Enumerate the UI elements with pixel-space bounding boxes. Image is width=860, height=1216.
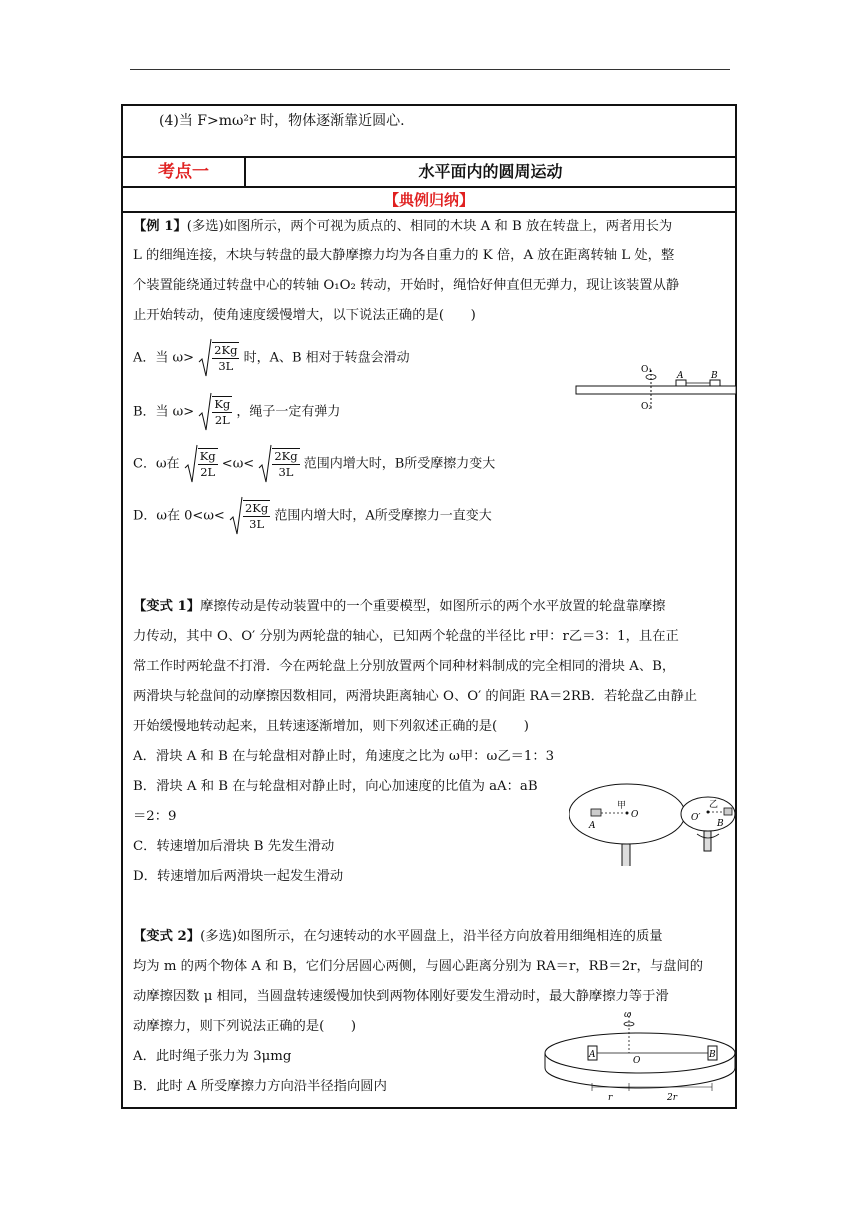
examples-header: 【典例归纳】: [383, 191, 474, 209]
v2-line-1: 【变式 2】(多选)如图所示，在匀速转动的水平圆盘上，沿半径方向放着用细绳相连的质量: [133, 929, 663, 944]
section-tag: 考点一: [123, 158, 246, 186]
v1-line-3: 常工作时两轮盘不打滑．今在两轮盘上分别放置两个同种材料制成的完全相同的滑块 A、B，: [133, 659, 676, 674]
ex1-line-1: 【例 1】(多选)如图所示，两个可视为质点的、相同的木块 A 和 B 放在转盘上，两者用长为: [133, 219, 673, 234]
top-note-cell: [123, 106, 735, 156]
fig3-a: A: [589, 1050, 596, 1060]
fig2-o2: O′: [691, 813, 701, 823]
fig2-o: O: [631, 810, 639, 820]
v2-line-4: 动摩擦力，则下列说法正确的是( ): [133, 1019, 357, 1034]
v1-line-4: 两滑块与轮盘间的动摩擦因数相同，两滑块距离轴心 O、O′ 的间距 RA＝2RB．若轮盘乙由静止: [133, 689, 698, 704]
v1-line-2: 力传动，其中 O、O′ 分别为两轮盘的轴心，已知两个轮盘的半径比 r甲：r乙＝3：1，且在正: [133, 629, 679, 644]
sqrt-icon: [258, 444, 272, 484]
v2-line-2: 均为 m 的两个物体 A 和 B，它们分居圆心两侧，与圆心距离分别为 RA＝r，RB＝2r，与盘间的: [133, 959, 704, 974]
v2-option-b: B．此时 A 所受摩擦力方向沿半径指向圆内: [133, 1079, 387, 1094]
ex1-line-3: 个装置能绕通过转盘中心的转轴 O₁O₂ 转动，开始时，绳恰好伸直但无弹力，现让该装置从静: [133, 278, 680, 293]
v1-option-a: A．滑块 A 和 B 在与轮盘相对静止时，角速度之比为 ω甲：ω乙＝1：3: [133, 749, 555, 764]
v2-label: 【变式 2】: [133, 929, 201, 944]
fig3-w: ω: [624, 1010, 632, 1020]
section-title: 水平面内的圆周运动: [418, 162, 563, 181]
fig3-r: r: [608, 1093, 613, 1103]
ex1-label: 【例 1】: [133, 219, 187, 234]
sqrt-icon: [184, 444, 198, 484]
fig1-b: B: [711, 371, 718, 381]
fig2-jia: 甲: [617, 801, 627, 811]
v1-option-d: D．转速增加后两滑块一起发生滑动: [133, 869, 344, 884]
v1-label: 【变式 1】: [133, 599, 201, 614]
disc-figure: [542, 1008, 738, 1108]
v2-line-3: 动摩擦因数 μ 相同，当圆盘转速缓慢加快到两物体刚好要发生滑动时，最大静摩擦力等于滑: [133, 989, 669, 1004]
v1-option-b-cont: ＝2：9: [133, 809, 177, 824]
content-table: [121, 104, 737, 1109]
ex1-line-2: L 的细绳连接，木块与转盘的最大静摩擦力均为各自重力的 K 倍，A 放在距离转轴 L 处，整: [133, 248, 675, 263]
ex1-option-d: D．ω在 0<ω< $\frac{2Kg}{3L}$ 范围内增大时，A所受摩擦力一直变大: [133, 496, 492, 536]
fig2-b: B: [717, 819, 724, 829]
v1-line-5: 开始缓慢地转动起来，且转速逐渐增加，则下列叙述正确的是( ): [133, 719, 529, 734]
fig3-o: O: [633, 1056, 641, 1066]
top-note: (4)当 F>mω²r 时，物体逐渐靠近圆心.: [159, 113, 405, 129]
turntable-figure: [573, 362, 743, 422]
row-divider: [123, 211, 735, 213]
fig2-yi: 乙: [709, 800, 719, 810]
v1-option-b: B．滑块 A 和 B 在与轮盘相对静止时，向心加速度的比值为 aA：aB: [133, 779, 538, 794]
friction-drive-figure: [569, 776, 737, 866]
sqrt-icon: [229, 496, 243, 536]
fig1-o2: O₂: [641, 402, 652, 412]
ex1-line-4: 止开始转动，使角速度缓慢增大，以下说法正确的是( ): [133, 308, 476, 323]
fig3-b: B: [709, 1050, 716, 1060]
row-divider: [123, 186, 735, 188]
ex1-option-b: B．当 ω> $\frac{Kg}{2L}$ ，绳子一定有弹力: [133, 392, 340, 432]
fig3-2r: 2r: [667, 1093, 678, 1103]
v1-option-c: C．转速增加后滑块 B 先发生滑动: [133, 839, 335, 854]
v2-option-a: A．此时绳子张力为 3μmg: [133, 1049, 292, 1064]
header-rule: [130, 69, 730, 70]
ex1-option-c: C．ω在 $\frac{Kg}{2L}$ <ω< $\frac{2Kg}{3L}$ 范围内增大时，B所受摩擦力变大: [133, 444, 495, 484]
fig2-a: A: [589, 821, 596, 831]
fig1-a: A: [677, 371, 684, 381]
v1-line-1: 【变式 1】摩擦传动是传动装置中的一个重要模型，如图所示的两个水平放置的轮盘靠摩擦: [133, 599, 666, 614]
fig1-o1: O₁: [641, 365, 652, 375]
sqrt-icon: [198, 392, 212, 432]
sqrt-icon: [198, 338, 212, 378]
ex1-option-a: A．当 ω> $\frac{2Kg}{3L}$ 时，A、B 相对于转盘会滑动: [133, 338, 410, 378]
